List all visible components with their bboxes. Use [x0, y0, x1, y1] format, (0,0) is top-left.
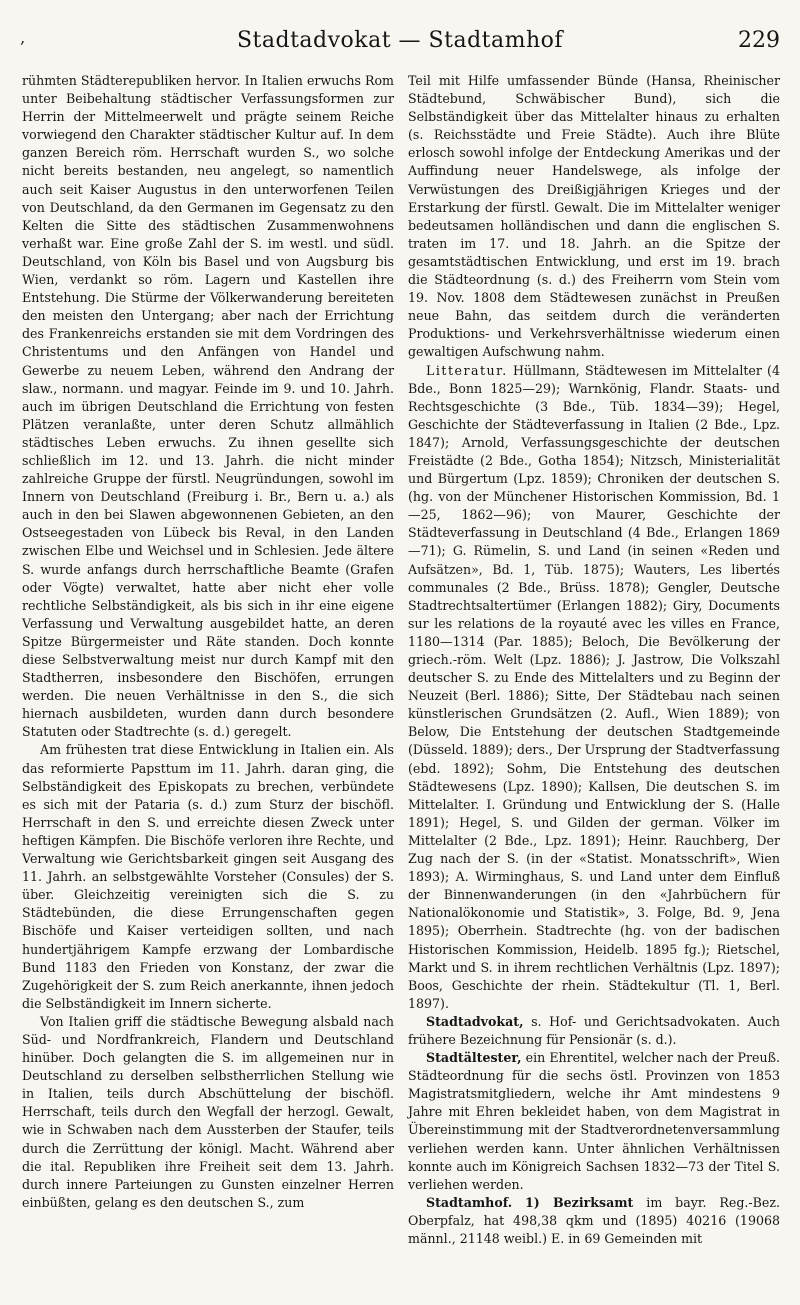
page-header: [20, 24, 780, 60]
entry-headword: Stadtamhof.: [426, 1194, 513, 1210]
literature-text: Hüllmann, Städtewesen im Mittelalter (4 Bde., Bonn 1825—29); Warnkönig, Flandr. Staats- und Rechtsgeschichte (3 Bde., Tüb. 1834—39); Hegel, Geschichte der Städteverfassung in Italien (2 Bde., Lpz. 1847); Arnold, Verfassungsgeschichte der deutschen Freistädte (2 Bde., Gotha 1854); Nitzsch, Ministerialität und Bürgertum (Lpz. 1859); Chroniken der deutschen S. (hg. von der Münchener Historischen Kommission, Bd. 1—25, 1862—96); von Maurer, Geschichte der Städteverfassung in Deutschland (4 Bde., Erlangen 1869—71); G. Rümelin, S. und Land (in seinen «Reden und Aufsätzen», Bd. 1, Tüb. 1875); Wauters, Les libertés communales (2 Bde., Brüss. 1878); Gengler, Deutsche Stadtrechtsaltertümer (Erlangen 1882); Giry, Documents sur les relations de la royauté avec les villes en France, 1180—1314 (Par. 1885); Beloch, Die Bevölkerung der griech.-röm. Welt (Lpz. 1886); J. Jastrow, Die Volkszahl deutscher S. zu Ende des Mittelalters und zu Beginn der Neuzeit (Berl. 1886); Sitte, Der Städtebau nach seinen künstlerischen Grundsätzen (2. Aufl., Wien 1889); von Below, Die Entstehung der deutschen Stadtgemeinde (Düsseld. 1889); ders., Der Ursprung der Stadtverfassung (ebd. 1892); Sohm, Die Entstehung des deutschen Städtewesens (Lpz. 1890); Kallsen, Die deutschen S. im Mittelalter. I. Gründung und Entwicklung der S. (Halle 1891); Hegel, S. und Gilden der german. Völker im Mittelalter (2 Bde., Lpz. 1891); Heinr. Rauchberg, Der Zug nach der S. (in der «Statist. Monatsschrift», Wien 1893); A. Wirminghaus, S. und Land unter dem Einfluß der Binnenwanderungen (in den «Jahrbüchern für Nationalökonomie und Statistik», 3. Folge, Bd. 9, Jena 1895); Oberrhein. Stadtrechte (hg. von der badischen Historischen Kommission, Heidelb. 1895 fg.); Rietschel, Markt und S. in ihrem rechtlichen Verhältnis (Lpz. 1897); Boos, Geschichte der rhein. Städtekultur (Tl. 1, Berl. 1897).: [408, 362, 780, 1011]
margin-mark: ‚: [20, 28, 26, 47]
paragraph: rühmten Städterepubliken hervor. In Italien erwuchs Rom unter Beibehaltung städtischer Verfassungsformen zur Herrin der Mittelmeerwelt und prägte seinem Reiche vorwiegend den Charakter städtischer Kultur auf. In dem ganzen Bereich röm. Herrschaft wurden S., wo solche nicht bereits bestanden, neu angelegt, so namentlich auch seit Kaiser Augustus in den unterworfenen Teilen von Deutschland, da den Germanen im Gegensatz zu den Kelten die Sitte des städtischen Zusammenwohnens verhaßt war. Eine große Zahl der S. im westl. und südl. Deutschland, von Köln bis Basel und von Augsburg bis Wien, verdankt so röm. Lagern und Kastellen ihre Entstehung. Die Stürme der Völkerwanderung bereiteten den meisten den Untergang; aber nach der Errichtung des Frankenreichs erstanden sie mit dem Vordringen des Christentums und den Anfängen von Handel und Gewerbe zu neuem Leben, während den Andrang der slaw., normann. und magyar. Feinde im 9. und 10. Jahrh. auch im übrigen Deutschland die Errichtung von festen Plätzen veranlaßte, unter deren Schutz allmählich städtisches Leben erwuchs. Zu ihnen gesellte sich schließlich im 12. und 13. Jahrh. die nicht minder zahlreiche Gruppe der fürstl. Neugründungen, sowohl im Innern von Deutschland (Freiburg i. Br., Bern u. a.) als auch in den bei Slawen abgewonnenen Gebieten, an den Ostseegestaden von Lübeck bis Reval, in den Landen zwischen Elbe und Weichsel und in Schlesien. Jede ältere S. wurde anfangs durch herrschaftliche Beamte (Grafen oder Vögte) verwaltet, hatte aber nicht eher volle rechtliche Selbständigkeit, als bis sich in ihr eine eigene Verfassung und Verwaltung ausgebildet hatte, an deren Spitze Bürgermeister und Räte standen. Doch konnte diese Selbstverwaltung meist nur durch Kampf mit den Stadtherren, insbesondere den Bischöfen, errungen werden. Die neuen Verhältnisse in den S., die sich hiernach ausbildeten, wurden dann durch besondere Statuten oder Stadtrechte (s. d.) geregelt.: [22, 73, 394, 740]
paragraph: Am frühesten trat diese Entwicklung in Italien ein. Als das reformierte Papsttum im 11. Jahrh. daran ging, die Selbständigkeit des Episkopats zu brechen, verbündete es sich mit der Pataria (s. d.) zum Sturz der bischöfl. Herrschaft in den S. und erreichte diesen Zweck unter heftigen Kämpfen. Die Bischöfe verloren ihre Rechte, und Verwaltung wie Gerichtsbarkeit gingen seit Ausgang des 11. Jahrh. an selbstgewählte Vorsteher (Consules) der S. über. Gleichzeitig vereinigten sich die S. zu Städtebünden, die diese Errungenschaften gegen Bischöfe und Kaiser verteidigen sollten, und nach hundertjährigem Kampfe erzwang der Lombardische Bund 1183 den Frieden von Konstanz, der zwar die Zugehörigkeit der S. zum Reich anerkannte, ihnen jedoch die Selbständigkeit im Innern sicherte.: [22, 742, 394, 1011]
entry-text: im bayr. Reg.-Bez. Oberpfalz, hat 498,38 qkm und (1895) 40216 (19068 männl., 21148 weibl.) E. in 69 Gemeinden mit: [408, 1194, 781, 1246]
entry-stadtadvokat: [408, 1013, 780, 1049]
entry-stadtaeltester: [408, 1049, 780, 1194]
left-column: [22, 72, 394, 1212]
entry-headword: Stadtadvokat,: [426, 1013, 524, 1029]
paragraph: Teil mit Hilfe umfassender Bünde (Hansa, Rheinischer Städtebund, Schwäbischer Bund), sich die Selbständigkeit über das Mittelalter hinaus zu erhalten (s. Reichsstädte und Freie Städte). Auch ihre Blüte erlosch sowohl infolge der Entdeckung Amerikas und der Auffindung neuer Handelswege, als infolge der Verwüstungen des Dreißigjährigen Krieges und der Erstarkung der fürstl. Gewalt. Die im Mittelalter weniger bedeutsamen holländischen und dann die englischen S. traten im 17. und 18. Jahrh. an die Spitze der gesamtstädtischen Entwicklung, und erst im 19. brach die Städteordnung (s. d.) des Freiherrn vom Stein vom 19. Nov. 1808 dem Städtewesen zunächst in Preußen neue Bahn, das seitdem durch die veränderten Produktions- und Verkehrsverhältnisse wiederum einen gewaltigen Aufschwung nahm.: [408, 73, 780, 360]
literature-paragraph: [408, 362, 780, 1013]
entry-headword: Stadtältester,: [426, 1050, 522, 1066]
literature-label: Litteratur.: [426, 362, 508, 378]
running-title: Stadtadvokat — Stadtamhof: [236, 28, 564, 53]
right-column: [408, 72, 780, 1248]
entry-subheading: 1) Bezirksamt: [525, 1194, 634, 1210]
paragraph: Von Italien griff die städtische Bewegung alsbald nach Süd- und Nordfrankreich, Flandern und Deutschland hinüber. Doch gelangten die S. im allgemeinen nur in Deutschland zu derselben selbstherrlichen Stellung wie in Italien, teils durch Abschüttelung der bischöfl. Herrschaft, teils durch den Wegfall der herzogl. Gewalt, wie in Schwaben nach dem Aussterben der Staufer, teils durch die Zerrüttung der königl. Macht. Während aber die ital. Republiken ihre Freiheit seit dem 13. Jahrh. durch innere Parteiungen zu Gunsten einzelner Herren einbüßten, gelang es den deutschen S., zum: [22, 1013, 394, 1210]
page-number: 229: [738, 28, 780, 53]
entry-stadtamhof: [408, 1194, 780, 1248]
entry-text: s. Hof- und Gerichtsadvokaten. Auch frühere Bezeichnung für Pensionär (s. d.).: [408, 1013, 780, 1047]
entry-text: ein Ehrentitel, welcher nach der Preuß. Städteordnung für die sechs östl. Provinzen von 1853 Magistratsmitgliedern, welche ihr Amt mindestens 9 Jahre mit Ehren bekleidet haben, von dem Magistrat in Übereinstimmung mit der Stadtverordnetenversammlung verliehen werden kann. Unter ähnlichen Verhältnissen konnte auch im Königreich Sachsen 1832—73 der Titel S. verliehen werden.: [408, 1050, 780, 1192]
